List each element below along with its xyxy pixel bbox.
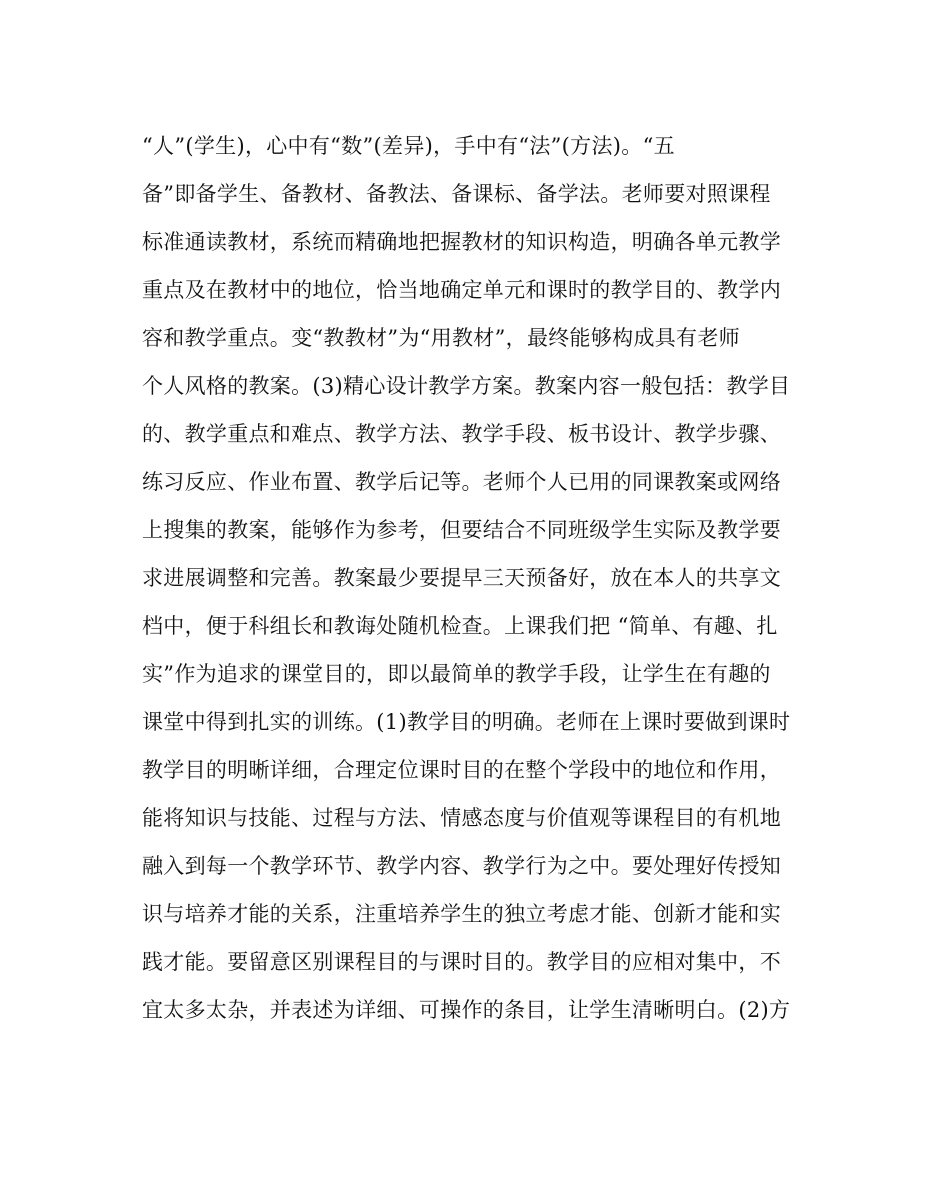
text-line: 教学目的明晰详细，合理定位课时目的在整个学段中的地位和作用， <box>142 758 781 782</box>
text-line: 融入到每一个教学环节、教学内容、教学行为之中。要处理好传授知 <box>142 854 781 878</box>
text-line: 上搜集的教案，能够作为参考，但要结合不同班级学生实际及教学要 <box>142 518 781 542</box>
text-line: 践才能。要留意区别课程目的与课时目的。教学目的应相对集中，不 <box>142 950 781 974</box>
text-line: “人”(学生)，心中有“数”(差异)，手中有“法”(方法)。“五 <box>142 134 675 158</box>
text-line: 个人风格的教案。(3)精心设计教学方案。教案内容一般包括：教学目 <box>142 374 791 398</box>
text-line: 识与培养才能的关系，注重培养学生的独立考虑才能、创新才能和实 <box>142 902 781 926</box>
text-line: 宜太多太杂，并表述为详细、可操作的条目，让学生清晰明白。(2)方 <box>142 998 791 1022</box>
text-line: 求进展调整和完善。教案最少要提早三天预备好，放在本人的共享文 <box>142 566 781 590</box>
text-line: 练习反应、作业布置、教学后记等。老师个人已用的同课教案或网络 <box>142 470 781 494</box>
text-line: 重点及在教材中的地位，恰当地确定单元和课时的教学目的、教学内 <box>142 278 781 302</box>
text-line: 档中，便于科组长和教诲处随机检查。上课我们把 “简单、有趣、扎 <box>142 614 778 638</box>
text-line: 标准通读教材，系统而精确地把握教材的知识构造，明确各单元教学 <box>142 230 781 254</box>
text-line: 实”作为追求的课堂目的，即以最简单的教学手段，让学生在有趣的 <box>142 662 771 686</box>
text-line: 的、教学重点和难点、教学方法、教学手段、板书设计、教学步骤、 <box>142 422 781 446</box>
text-line: 课堂中得到扎实的训练。(1)教学目的明确。老师在上课时要做到课时 <box>142 710 791 734</box>
document-body <box>142 128 812 1040</box>
text-line: 能将知识与技能、过程与方法、情感态度与价值观等课程目的有机地 <box>142 806 781 830</box>
text-line: 容和教学重点。变“教教材”为“用教材”，最终能够构成具有老师 <box>142 326 740 350</box>
text-line: 备”即备学生、备教材、备教法、备课标、备学法。老师要对照课程 <box>142 182 771 206</box>
